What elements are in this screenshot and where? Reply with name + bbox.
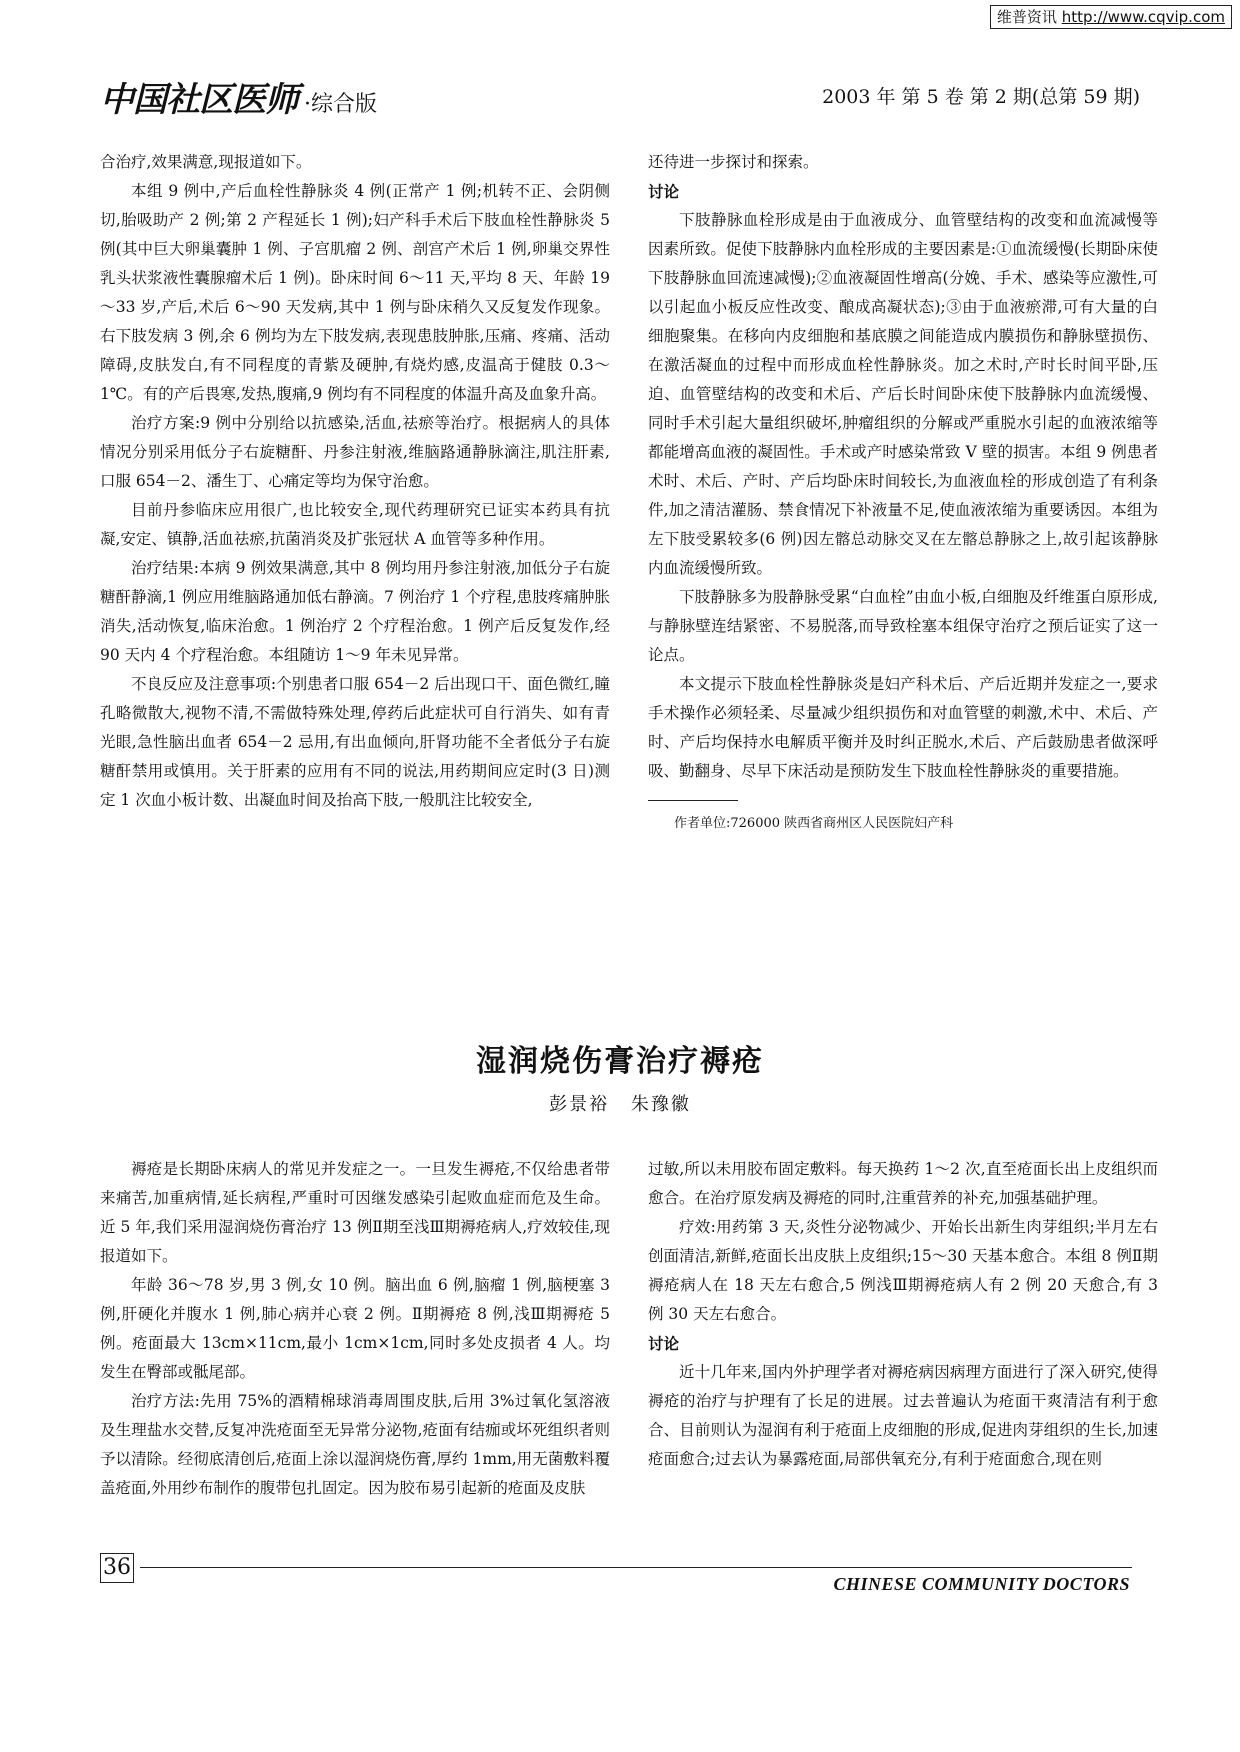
article1-left-column: [100, 148, 610, 815]
paragraph: 褥疮是长期卧床病人的常见并发症之一。一旦发生褥疮,不仅给患者带来痛苦,加重病情,延长病程,严重时可因继发感染引起败血症而危及生命。近 5 年,我们采用湿润烧伤膏治疗 13 例Ⅱ期至浅Ⅲ期褥疮病人,疗效较佳,现报道如下。: [100, 1160, 610, 1265]
paragraph: 目前丹参临床应用很广,也比较安全,现代药理研究已证实本药具有抗凝,安定、镇静,活血祛瘀,抗菌消炎及扩张冠状 A 血管等多种作用。: [100, 501, 610, 548]
article-title: 湿润烧伤膏治疗褥疮: [476, 1044, 764, 1079]
paragraph: 本组 9 例中,产后血栓性静脉炎 4 例(正常产 1 例;机转不正、会阴侧切,胎吸助产 2 例;第 2 产程延长 1 例);妇产科手术后下肢血栓性静脉炎 5 例(其中巨大卵巢囊肿 1 例、子宫肌瘤 2 例、剖宫产术后 1 例,卵巢交界性乳头状浆液性囊腺瘤术后 1 例)。卧床时间 6～11 天,平均 8 天、年龄 19～33 岁,产后,术后 6～90 天发病,其中 1 例与卧床稍久又反复发作现象。右下肢发病 3 例,余 6 例均为左下肢发病,表现患肢肿胀,压痛、疼痛、活动障碍,皮肤发白,有不同程度的青紫及硬肿,有烧灼感,皮温高于健肢 0.3～1℃。有的产后畏寒,发热,腹痛,9 例均有不同程度的体温升高及血象升高。: [100, 182, 610, 403]
journal-logo-text: 中国社区医师: [100, 80, 298, 120]
author-affiliation: 作者单位:726000 陕西省商州区人民医院妇产科: [674, 816, 954, 831]
footer-journal-name: CHINESE COMMUNITY DOCTORS: [833, 1574, 1130, 1594]
page-header: [100, 70, 1140, 120]
issue-info: 2003 年 第 5 卷 第 2 期(总第 59 期): [822, 86, 1140, 108]
section-heading: 讨论: [648, 182, 680, 201]
paragraph: 疗效:用药第 3 天,炎性分泌物减少、开始长出新生肉芽组织;半月左右创面清洁,新鲜,疮面长出皮肤上皮组织;15～30 天基本愈合。本组 8 例Ⅱ期褥疮病人在 18 天左右愈合,5 例浅Ⅲ期褥疮病人有 2 例 20 天愈合,有 3 例 30 天左右愈合。: [648, 1218, 1158, 1323]
paragraph: 还待进一步探讨和探索。: [648, 153, 819, 171]
watermark-site: 维普资讯: [996, 8, 1057, 26]
page-number: 36: [100, 1553, 134, 1583]
paragraph: 治疗方案:9 例中分别给以抗感染,活血,祛瘀等治疗。根据病人的具体情况分别采用低分子右旋糖酐、丹参注射液,维脑路通静脉滴注,肌注肝素,口服 654－2、潘生丁、心痛定等均为保守治愈。: [100, 414, 610, 490]
article2-left-column: [100, 1155, 610, 1503]
paragraph: 年龄 36～78 岁,男 3 例,女 10 例。脑出血 6 例,脑瘤 1 例,脑梗塞 3 例,肝硬化并腹水 1 例,肺心病并心衰 2 例。Ⅱ期褥疮 8 例,浅Ⅲ期褥疮 5 例。疮面最大 13cm×11cm,最小 1cm×1cm,同时多处皮损者 4 人。均发生在臀部或骶尾部。: [100, 1276, 610, 1381]
paragraph: 下肢静脉血栓形成是由于血液成分、血管壁结构的改变和血流减慢等因素所致。促使下肢静脉内血栓形成的主要因素是:①血流缓慢(长期卧床使下肢静脉血回流速减慢);②血液凝固性增高(分娩、手术、感染等应激性,可以引起血小板反应性改变、酿成高凝状态);③由于血液瘀滞,可有大量的白细胞聚集。在移向内皮细胞和基底膜之间能造成内膜损伤和静脉壁损伤、在激活凝血的过程中而形成血栓性静脉炎。加之术时,产时长时间平卧,压迫、血管壁结构的改变和术后、产后长时间卧床使下肢静脉内血流缓慢、同时手术引起大量组织破坏,肿瘤组织的分解或严重脱水引起的血液浓缩等都能增高血液的凝固性。手术或产时感染常致 V 壁的损害。本组 9 例患者术时、术后、产时、产后均卧床时间较长,为血液血栓的形成创造了有利条件,加之清洁灌肠、禁食情况下补液量不足,使血液浓缩为重要诱因。本组为左下肢受累较多(6 例)因左髂总动脉交叉在左髂总静脉之上,故引起该静脉内血流缓慢所致。: [648, 211, 1158, 577]
article2-right-column: [648, 1155, 1158, 1474]
section-heading: 讨论: [648, 1334, 680, 1353]
site-watermark: [990, 5, 1232, 29]
paragraph: 治疗方法:先用 75%的酒精棉球消毒周围皮肤,后用 3%过氧化氢溶液及生理盐水交替,反复冲洗疮面至无异常分泌物,疮面有结痂或坏死组织者则予以清除。经彻底清创后,疮面上涂以湿润烧伤膏,厚约 1mm,用无菌敷料覆盖疮面,外用纱布制作的腹带包扎固定。因为胶布易引起新的疮面及皮肤: [100, 1392, 610, 1497]
footnote-divider: [648, 800, 738, 801]
paragraph: 过敏,所以未用胶布固定敷料。每天换药 1～2 次,直至疮面长出上皮组织而愈合。在治疗原发病及褥疮的同时,注重营养的补充,加强基础护理。: [648, 1160, 1158, 1207]
article1-right-column: [648, 148, 1158, 837]
paragraph: 治疗结果:本病 9 例效果满意,其中 8 例均用丹参注射液,加低分子右旋糖酐静滴,1 例应用维脑路通加低右静滴。7 例治疗 1 个疗程,患肢疼痛肿胀消失,活动恢复,临床治愈。1 例治疗 2 个疗程治愈。1 例产后反复发作,经 90 天内 4 个疗程治愈。本组随访 1～9 年未见异常。: [100, 559, 610, 664]
footer-rule: [140, 1567, 1132, 1568]
journal-edition: ·综合版: [304, 92, 377, 117]
paragraph: 合治疗,效果满意,现报道如下。: [100, 153, 312, 171]
paragraph: 不良反应及注意事项:个别患者口服 654－2 后出现口干、面色微红,瞳孔略微散大,视物不清,不需做特殊处理,停药后此症状可自行消失、如有青光眼,急性脑出血者 654－2 忌用,有出血倾向,肝肾功能不全者低分子右旋糖酐禁用或慎用。关于肝素的应用有不同的说法,用药期间应定时(3 日)测定 1 次血小板计数、出凝血时间及抬高下肢,一般肌注比较安全,: [100, 675, 610, 809]
watermark-url[interactable]: http://www.cqvip.com: [1061, 8, 1225, 26]
article-authors: 彭景裕 朱豫徽: [549, 1094, 691, 1115]
journal-logo: [100, 72, 377, 121]
paragraph: 下肢静脉多为股静脉受累“白血栓”由血小板,白细胞及纤维蛋白原形成,与静脉壁连结紧密、不易脱落,而导致栓塞本组保守治疗之预后证实了这一论点。: [648, 588, 1158, 664]
paragraph: 近十几年来,国内外护理学者对褥疮病因病理方面进行了深入研究,使得褥疮的治疗与护理有了长足的进展。过去普遍认为疮面干爽清洁有利于愈合、目前则认为湿润有利于疮面上皮细胞的形成,促进肉芽组织的生长,加速疮面愈合;过去认为暴露疮面,局部供氧充分,有利于疮面愈合,现在则: [648, 1363, 1158, 1468]
paragraph: 本文提示下肢血栓性静脉炎是妇产科术后、产后近期并发症之一,要求手术操作必须轻柔、尽量减少组织损伤和对血管壁的刺激,术中、术后、产时、产后均保持水电解质平衡并及时纠正脱水,术后、产后鼓励患者做深呼吸、勤翻身、尽早下床活动是预防发生下肢血栓性静脉炎的重要措施。: [648, 675, 1158, 780]
